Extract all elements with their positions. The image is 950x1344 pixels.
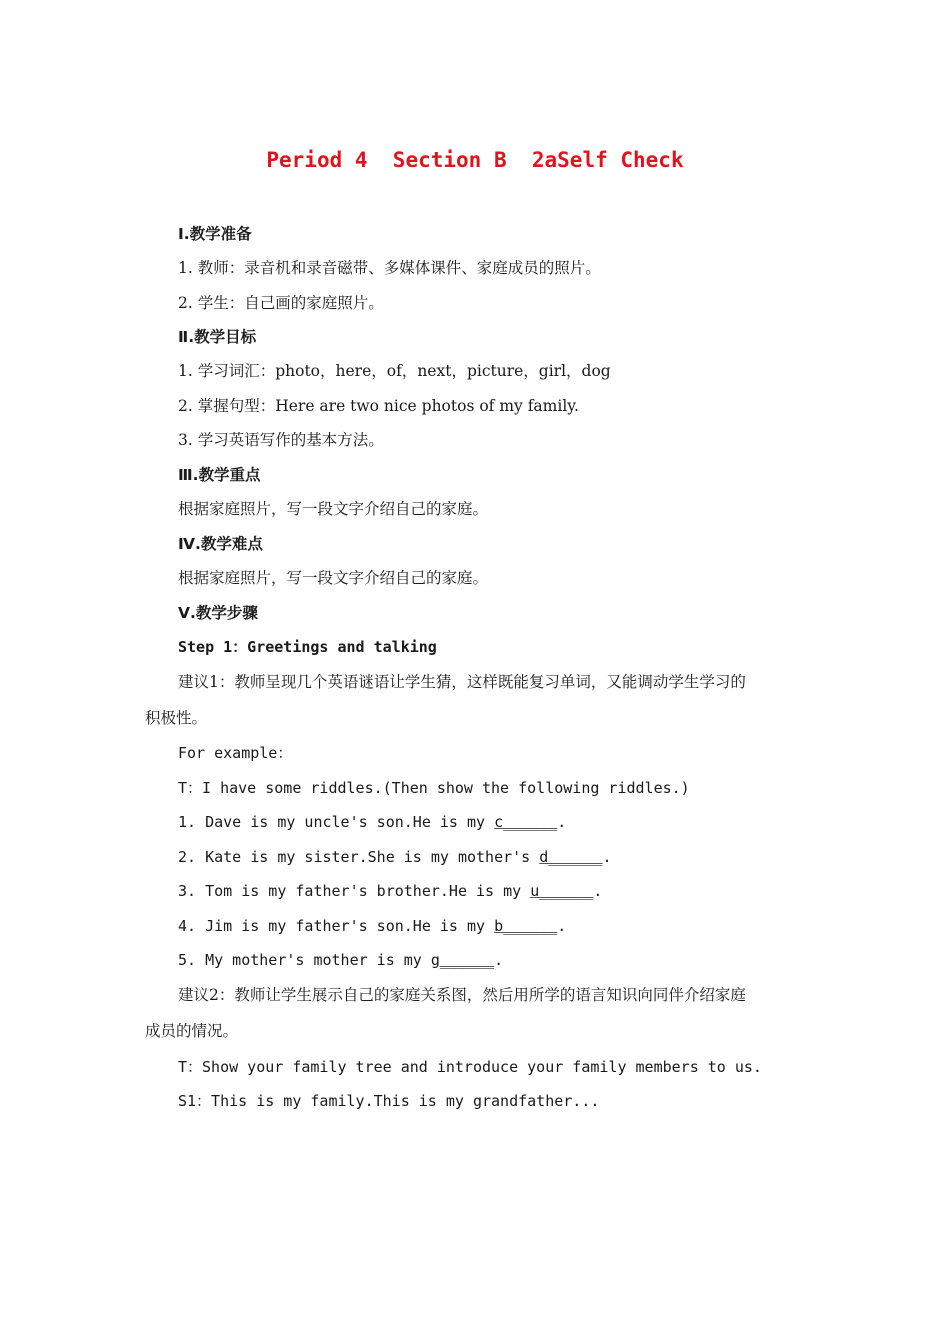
riddle-item: 1. Dave is my uncle's son.He is my c______. — [178, 813, 567, 831]
goal-item: 1. 学习词汇：photo，here，of，next，picture，girl，dog — [178, 362, 611, 380]
riddle-item: 5. My mother's mother is my g______. — [178, 951, 504, 969]
for-example: For example： — [178, 744, 293, 762]
goal-item: 3. 学习英语写作的基本方法。 — [178, 431, 384, 449]
riddle-item: 2. Kate is my sister.She is my mother's d______. — [178, 848, 612, 866]
riddle-item: 3. Tom is my father's brother.He is my u______. — [178, 882, 603, 900]
page-title: Period 4 Section B 2aSelf Check — [266, 148, 684, 172]
section-heading-difficulties: Ⅳ.教学难点 — [178, 535, 263, 553]
section-heading-key-points: Ⅲ.教学重点 — [178, 466, 261, 484]
riddle-blank: d______ — [539, 848, 603, 866]
section-heading-goals: Ⅱ.教学目标 — [178, 328, 257, 346]
preparation-item: 1. 教师：录音机和录音磁带、多媒体课件、家庭成员的照片。 — [178, 259, 601, 277]
goal-item: 2. 掌握句型：Here are two nice photos of my family. — [178, 397, 579, 415]
section-heading-preparation: Ⅰ.教学准备 — [178, 225, 252, 243]
section-heading-steps: Ⅴ.教学步骤 — [178, 604, 258, 622]
riddle-blank: g______ — [430, 951, 495, 969]
student-line: S1：This is my family.This is my grandfather... — [178, 1092, 600, 1110]
riddle-blank: u______ — [530, 882, 594, 900]
key-points-text: 根据家庭照片，写一段文字介绍自己的家庭。 — [178, 500, 489, 518]
preparation-item: 2. 学生：自己画的家庭照片。 — [178, 294, 384, 312]
suggestion-1-cont: 积极性。 — [145, 709, 208, 727]
suggestion-1: 建议1：教师呈现几个英语谜语让学生猜，这样既能复习单词，又能调动学生学习的 — [178, 673, 746, 691]
riddle-item: 4. Jim is my father's son.He is my b______. — [178, 917, 567, 935]
teacher-line: T：Show your family tree and introduce your family members to us. — [178, 1058, 762, 1076]
difficulties-text: 根据家庭照片，写一段文字介绍自己的家庭。 — [178, 569, 489, 587]
riddle-blank: c______ — [494, 813, 558, 831]
riddle-blank: b______ — [494, 917, 558, 935]
suggestion-2: 建议2：教师让学生展示自己的家庭关系图，然后用所学的语言知识向同伴介绍家庭 — [178, 986, 746, 1004]
step-heading: Step 1：Greetings and talking — [178, 638, 437, 656]
suggestion-2-cont: 成员的情况。 — [145, 1022, 239, 1040]
teacher-line: T：I have some riddles.(Then show the following riddles.) — [178, 779, 690, 797]
